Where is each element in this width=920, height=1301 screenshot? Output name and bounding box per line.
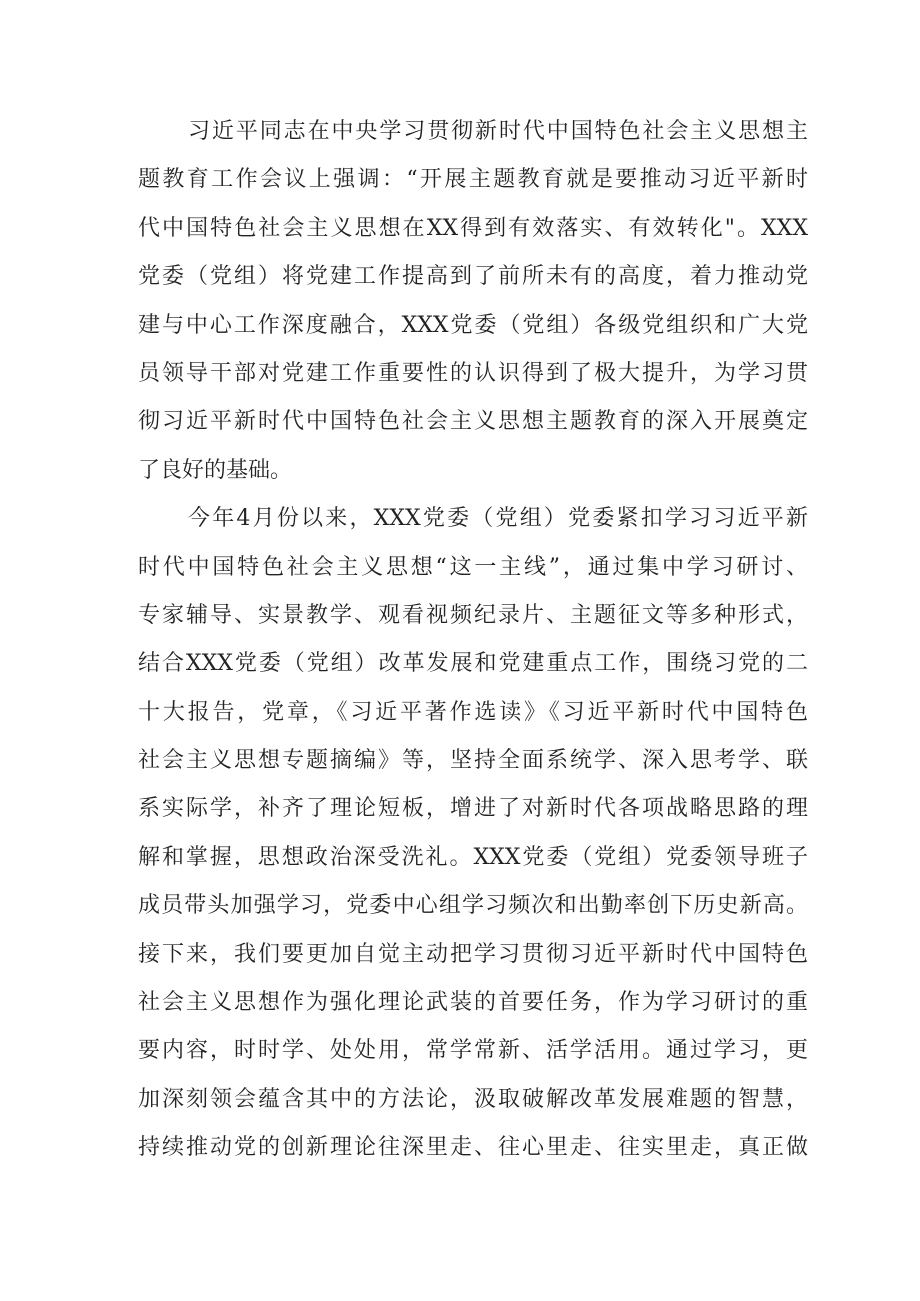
text-line: 专家辅导、实景教学、观看视频纪录片、主题征文等多种形式， <box>138 602 808 628</box>
text-line: 社会主义思想作为强化理论武装的首要任务，作为学习研讨的重 <box>138 990 808 1016</box>
text-line: 习近平同志在中央学习贯彻新时代中国特色社会主义思想主 <box>188 119 808 144</box>
text-line: 十大报告，党章，《习近平著作选读》《习近平新时代中国特色 <box>138 699 808 725</box>
paragraph-2 <box>138 495 808 1172</box>
paragraph-1 <box>138 108 808 495</box>
text-line: 要内容，时时学、处处用，常学常新、活学活用。通过学习，更 <box>138 1038 808 1064</box>
text-line: 员领导干部对党建工作重要性的认识得到了极大提升，为学习贯 <box>138 360 808 386</box>
text-line: 时代中国特色社会主义思想“这一主线”，通过集中学习研讨、 <box>138 554 808 580</box>
text-line: 了良好的基础。 <box>138 457 293 483</box>
text-line: 持续推动党的创新理论往深里走、往心里走、往实里走，真正做 <box>138 1135 808 1161</box>
text-line: 接下来，我们要更加自觉主动把学习贯彻习近平新时代中国特色 <box>138 941 808 967</box>
text-line: 题教育工作会议上强调：“开展主题教育就是要推动习近平新时 <box>138 167 808 193</box>
text-line: 党委（党组）将党建工作提高到了前所未有的高度，着力推动党 <box>138 264 808 290</box>
text-line: 今年4月份以来，XXX党委（党组）党委紧扣学习习近平新 <box>188 506 808 532</box>
text-line: 解和掌握，思想政治深受洗礼。XXX党委（党组）党委领导班子 <box>138 844 808 870</box>
text-line: 加深刻领会蕴含其中的方法论，汲取破解改革发展难题的智慧， <box>138 1086 808 1112</box>
document-body <box>138 108 808 1173</box>
text-line: 代中国特色社会主义思想在XX得到有效落实、有效转化"。XXX <box>138 215 808 241</box>
text-line: 彻习近平新时代中国特色社会主义思想主题教育的深入开展奠定 <box>138 409 808 435</box>
text-line: 系实际学，补齐了理论短板，增进了对新时代各项战略思路的理 <box>138 796 808 822</box>
text-line: 社会主义思想专题摘编》等，坚持全面系统学、深入思考学、联 <box>138 748 808 774</box>
text-line: 结合XXX党委（党组）改革发展和党建重点工作，围绕习党的二 <box>138 651 808 677</box>
text-line: 成员带头加强学习，党委中心组学习频次和出勤率创下历史新高。 <box>138 893 808 919</box>
text-line: 建与中心工作深度融合，XXX党委（党组）各级党组织和广大党 <box>138 312 808 338</box>
